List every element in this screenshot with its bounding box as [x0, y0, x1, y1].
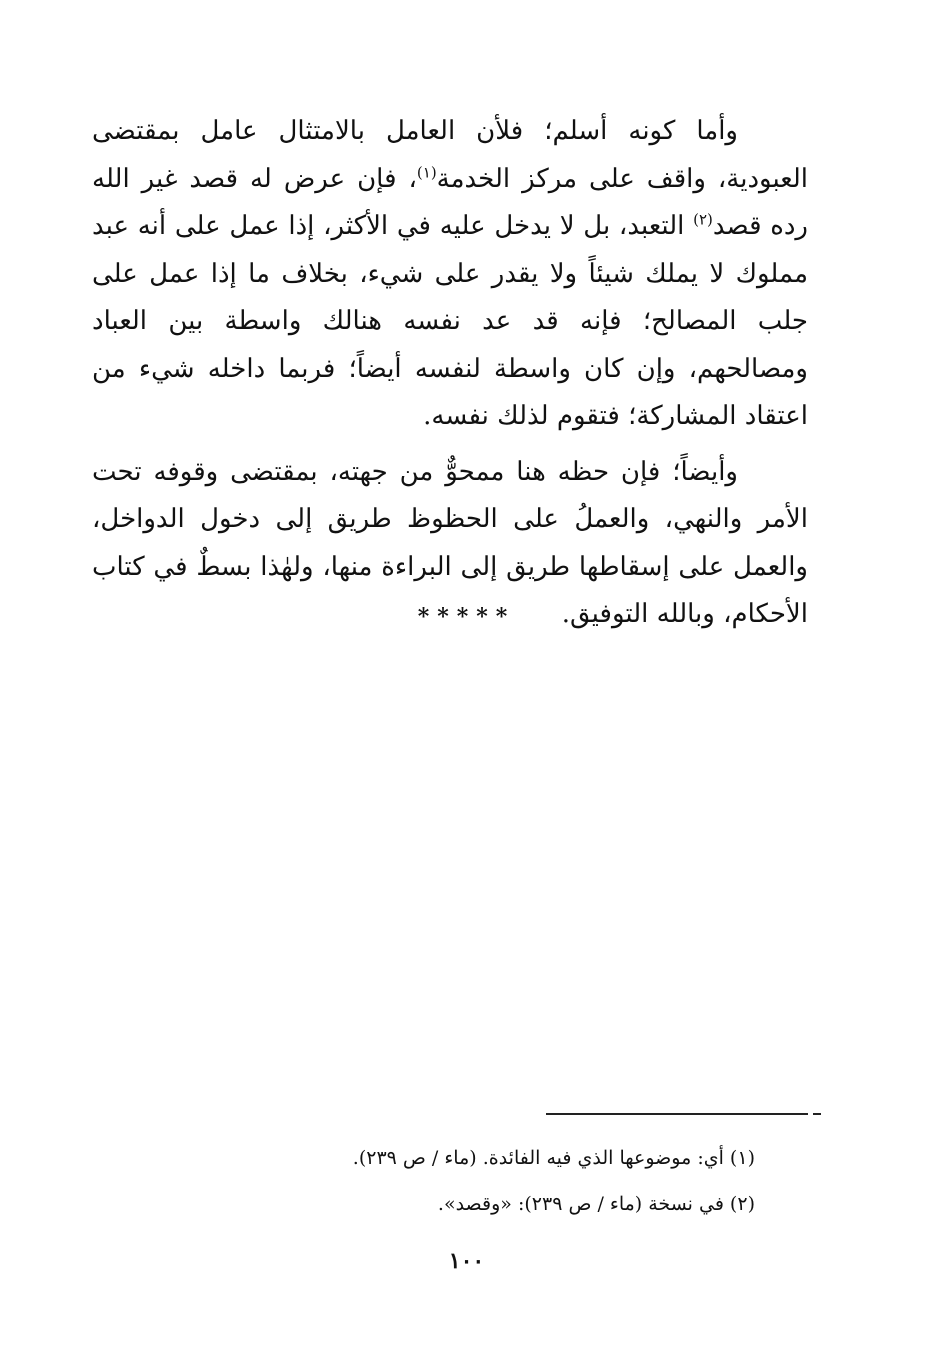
footnote-2: (٢) في نسخة (ماء / ص ٢٣٩): «وقصد».: [437, 1193, 755, 1215]
paragraph-1-part-a: وأما كونه أسلم؛ فلأن العامل بالامتثال عامل بمقتضى العبودية، واقف على مركز الخدمة: [92, 116, 808, 194]
footnotes: [155, 1135, 755, 1227]
section-separator: *****: [417, 604, 516, 630]
paragraph-2: وأيضاً؛ فإن حظه هنا ممحوٌّ من جهته، بمقتضى وقوفه تحت الأمر والنهي، والعملُ على الحظوظ طريق إلى دخول الدواخل، والعمل على إسقاطها طريق إلى البراءة منها، ولهٰذا بسطٌ في كتاب الأحكام، وبالله التوفيق.: [92, 456, 808, 629]
page-number: ١٠٠: [448, 1248, 485, 1274]
footnote-rule: [546, 1113, 808, 1115]
paragraph-1-part-c: التعبد، بل لا يدخل عليه في الأكثر، إذا عمل على أنه عبد مملوك لا يملك شيئاً ولا يقدر على شيء، بخلاف ما إذا عمل على جلب المصالح؛ فإنه قد عد نفسه هنالك واسطة بين العباد ومصالحهم، وإن كان واسطة لنفسه أيضاً؛ فربما داخله شيء من اعتقاد المشاركة؛ فتقوم لذلك نفسه.: [92, 211, 808, 431]
footnote-1: (١) أي: موضوعها الذي فيه الفائدة. (ماء / ص ٢٣٩).: [352, 1147, 755, 1169]
paragraph-1-part-b: ، فإن عرض له قصد غير الله رده قصد: [92, 163, 808, 241]
main-text: [92, 108, 808, 639]
footnote-rule-tick: [813, 1113, 821, 1115]
footnote-ref-2[interactable]: (٢): [693, 210, 713, 229]
paragraph-1: [92, 108, 808, 441]
footnote-ref-1[interactable]: (١): [416, 162, 437, 181]
